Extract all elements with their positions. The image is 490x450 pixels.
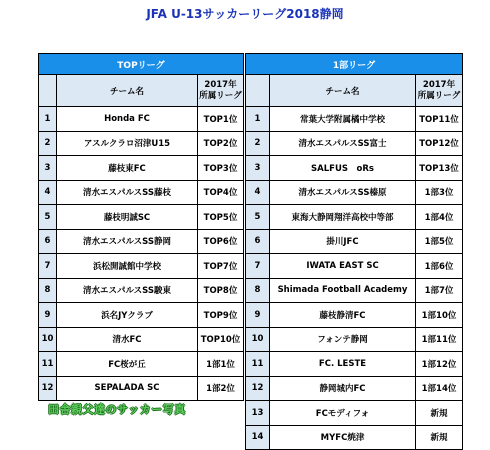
team-name: フォンテ静岡	[270, 327, 416, 352]
row-number: 3	[39, 156, 57, 181]
table-row	[246, 254, 463, 279]
division1-league-table	[245, 53, 463, 450]
prev-league-rank: 1部14位	[416, 376, 463, 401]
row-number: 3	[246, 156, 270, 181]
prev-league-rank: TOP12位	[416, 131, 463, 156]
team-name: SALFUS oRs	[270, 156, 416, 181]
table-row	[39, 327, 244, 352]
team-name: Shimada Football Academy	[270, 278, 416, 303]
team-name: 掛川JFC	[270, 229, 416, 254]
table-row	[39, 107, 244, 132]
row-number: 11	[246, 352, 270, 377]
team-name: 清水エスパルスSS静岡	[57, 229, 198, 254]
row-number: 2	[39, 131, 57, 156]
prev-league-rank: 新規	[416, 401, 463, 426]
row-number: 10	[39, 327, 57, 352]
prev-league-rank: TOP1位	[198, 107, 244, 132]
row-number: 2	[246, 131, 270, 156]
row-number: 7	[246, 254, 270, 279]
table-row	[246, 156, 463, 181]
team-name: 浜松開誠館中学校	[57, 254, 198, 279]
team-name: 常葉大学附属橘中学校	[270, 107, 416, 132]
row-number: 14	[246, 425, 270, 450]
table-row	[246, 278, 463, 303]
team-name: 清水エスパルスSS榛原	[270, 180, 416, 205]
team-name: 浜名JYクラブ	[57, 303, 198, 328]
row-number: 4	[39, 180, 57, 205]
table-row	[39, 205, 244, 230]
row-number: 7	[39, 254, 57, 279]
table-row	[246, 376, 463, 401]
team-name-col-header: チーム名	[57, 75, 198, 107]
row-number: 5	[39, 205, 57, 230]
team-name: SEPALADA SC	[57, 376, 198, 401]
table-row	[246, 180, 463, 205]
prev-league-rank: 1部11位	[416, 327, 463, 352]
row-number: 4	[246, 180, 270, 205]
prev-league-rank: TOP10位	[198, 327, 244, 352]
prev-league-rank: TOP8位	[198, 278, 244, 303]
number-col-header	[246, 75, 270, 107]
row-number: 8	[246, 278, 270, 303]
table-row	[39, 278, 244, 303]
prev-league-rank: TOP4位	[198, 180, 244, 205]
table-row	[246, 425, 463, 450]
table-row	[246, 352, 463, 377]
prev-league-rank: 新規	[416, 425, 463, 450]
prev-league-rank: TOP13位	[416, 156, 463, 181]
watermark-text: 田舎親父達のサッカー写真	[48, 403, 186, 416]
table-row	[39, 131, 244, 156]
prev-league-rank: TOP7位	[198, 254, 244, 279]
page-title: JFA U-13サッカーリーグ2018静岡	[146, 7, 344, 21]
team-name: IWATA EAST SC	[270, 254, 416, 279]
prev-league-rank: TOP5位	[198, 205, 244, 230]
top-league-header: TOPリーグ	[39, 54, 244, 75]
team-name: FCモディフォ	[270, 401, 416, 426]
row-number: 12	[39, 376, 57, 401]
team-name: 清水エスパルスSS富士	[270, 131, 416, 156]
team-name: 清水FC	[57, 327, 198, 352]
team-name: 清水エスパルスSS駿東	[57, 278, 198, 303]
table-row	[246, 229, 463, 254]
team-name: 藤枝静清FC	[270, 303, 416, 328]
prev-league-rank: 1部7位	[416, 278, 463, 303]
table-row	[39, 352, 244, 377]
prev-league-rank: 1部4位	[416, 205, 463, 230]
table-row	[39, 156, 244, 181]
table-row	[246, 131, 463, 156]
table-row	[39, 254, 244, 279]
row-number: 6	[246, 229, 270, 254]
team-name-col-header: チーム名	[270, 75, 416, 107]
prev-league-rank: 1部12位	[416, 352, 463, 377]
prev-league-rank: TOP3位	[198, 156, 244, 181]
team-name: 清水エスパルスSS藤枝	[57, 180, 198, 205]
prev-league-rank: TOP9位	[198, 303, 244, 328]
row-number: 10	[246, 327, 270, 352]
team-name: 藤枝明誠SC	[57, 205, 198, 230]
team-name: 藤枝東FC	[57, 156, 198, 181]
team-name: FC. LESTE	[270, 352, 416, 377]
prev-league-rank: TOP11位	[416, 107, 463, 132]
prev-league-col-header: 2017年 所属リーグ	[198, 75, 244, 107]
table-row	[246, 327, 463, 352]
row-number: 11	[39, 352, 57, 377]
team-name: MYFC焼津	[270, 425, 416, 450]
table-row	[39, 303, 244, 328]
prev-league-rank: 1部10位	[416, 303, 463, 328]
row-number: 1	[246, 107, 270, 132]
team-name: FC桜が丘	[57, 352, 198, 377]
team-name: 静岡城内FC	[270, 376, 416, 401]
row-number: 8	[39, 278, 57, 303]
row-number: 12	[246, 376, 270, 401]
team-name: Honda FC	[57, 107, 198, 132]
row-number: 6	[39, 229, 57, 254]
prev-league-rank: 1部5位	[416, 229, 463, 254]
table-row	[39, 180, 244, 205]
prev-league-rank: 1部3位	[416, 180, 463, 205]
table-row	[39, 376, 244, 401]
prev-league-col-header: 2017年 所属リーグ	[416, 75, 463, 107]
prev-league-rank: 1部2位	[198, 376, 244, 401]
division1-league-header: 1部リーグ	[246, 54, 463, 75]
number-col-header	[39, 75, 57, 107]
table-row	[246, 205, 463, 230]
prev-league-rank: 1部6位	[416, 254, 463, 279]
row-number: 9	[246, 303, 270, 328]
row-number: 13	[246, 401, 270, 426]
prev-league-rank: 1部1位	[198, 352, 244, 377]
row-number: 9	[39, 303, 57, 328]
row-number: 5	[246, 205, 270, 230]
table-row	[246, 303, 463, 328]
row-number: 1	[39, 107, 57, 132]
table-row	[39, 229, 244, 254]
table-row	[246, 401, 463, 426]
team-name: アスルクラロ沼津U15	[57, 131, 198, 156]
top-league-table	[38, 53, 244, 401]
team-name: 東海大静岡翔洋高校中等部	[270, 205, 416, 230]
prev-league-rank: TOP6位	[198, 229, 244, 254]
prev-league-rank: TOP2位	[198, 131, 244, 156]
table-row	[246, 107, 463, 132]
